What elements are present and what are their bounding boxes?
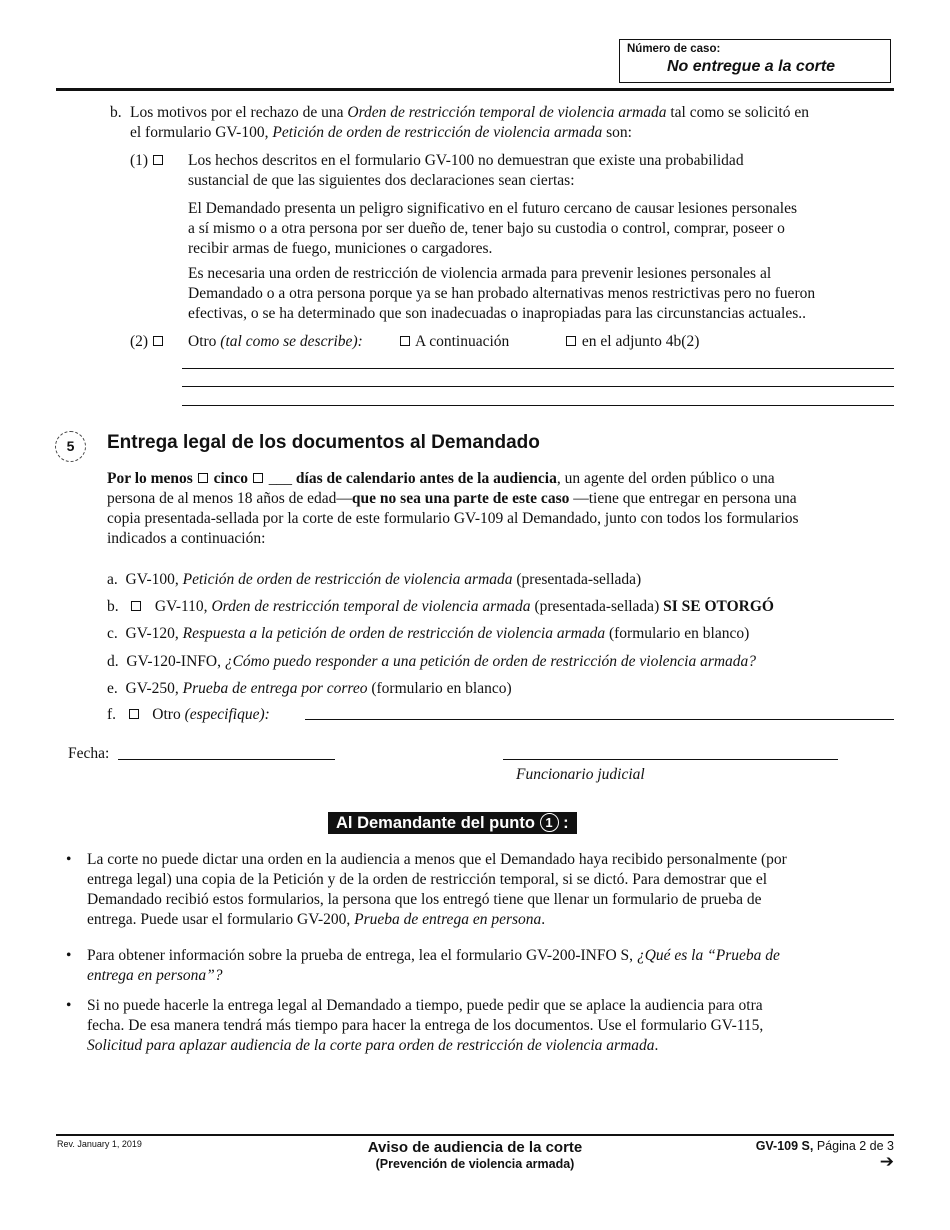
bullet-1-line-3: Demandado recibió estos formularios, la persona que los entregó tiene que llenar un formulario de prueba de: [87, 891, 762, 908]
bullet-3-form-title: Solicitud para aplazar audiencia de la corte para orden de restricción de violencia armada: [87, 1037, 655, 1054]
list-item-title: Orden de restricción temporal de violencia armada: [211, 598, 531, 615]
revision-date: Rev. January 1, 2019: [57, 1139, 142, 1149]
footer-title: Aviso de audiencia de la corte: [367, 1139, 583, 1156]
form-page-info: [700, 1139, 894, 1154]
header-rule: [56, 88, 894, 91]
list-item-code: GV-120-INFO,: [126, 653, 225, 670]
item-4b2-text: [188, 332, 363, 352]
petitioner-heading-number: 1: [540, 813, 559, 832]
option-adjunto-label: en el adjunto 4b(2): [581, 333, 700, 350]
bullet-1-form-title: Prueba de entrega en persona: [354, 911, 542, 928]
item-4b2-label: Otro: [188, 333, 221, 350]
paragraph-text-4: indicados a continuación:: [107, 530, 266, 547]
item-4b2-checkbox[interactable]: [153, 336, 163, 346]
intro-text-1: Los motivos por el rechazo de una: [130, 104, 348, 121]
statement-2-line-1: Es necesaria una orden de restricción de violencia armada para prevenir lesiones personales al: [188, 265, 772, 282]
list-item-tail: (presentada-sellada): [512, 571, 642, 588]
cinco-text: cinco: [213, 470, 249, 487]
case-number-box: [619, 39, 891, 83]
item-4b1-statement-2: [188, 264, 898, 324]
petitioner-heading-text: Al Demandante del punto: [336, 814, 535, 832]
item-4b1: [130, 151, 165, 171]
item-b-checkbox[interactable]: [131, 601, 141, 611]
officer-label: Funcionario judicial: [516, 766, 645, 783]
bullet-2-line-1b: ¿Qué es la “Prueba de: [636, 947, 780, 964]
list-item-letter: f.: [107, 706, 117, 723]
list-item-letter: b.: [107, 598, 119, 615]
paragraph-text-2a: persona de al menos 18 años de edad—: [107, 490, 352, 507]
list-item-tail: (formulario en blanco): [605, 625, 750, 642]
bullet-1-text: [87, 850, 887, 930]
list-item: [107, 570, 641, 590]
item-4b1-line-2: sustancial de que las siguientes dos declaraciones sean ciertas:: [188, 172, 575, 189]
bullet-1-line-1: La corte no puede dictar una orden en la audiencia a menos que el Demandado haya recibido personalmente (por: [87, 851, 787, 868]
statement-1-line-3: recibir armas de fuego, municiones o cargadores.: [188, 240, 493, 257]
intro-text-2: tal como se solicitó en: [666, 104, 809, 121]
bullet-2-line-1a: Para obtener información sobre la prueba de entrega, lea el formulario GV-200-INFO S,: [87, 947, 637, 964]
list-item: [107, 597, 774, 617]
intro-form-title-2: Petición de orden de restricción de violencia armada: [272, 124, 603, 141]
list-item-title: Petición de orden de restricción de violencia armada: [182, 571, 513, 588]
list-item-tail: (presentada-sellada): [530, 598, 664, 615]
list-item-code: Otro: [152, 706, 185, 723]
bullet-3-line-1: Si no puede hacerle la entrega legal al Demandado a tiempo, puede pedir que se aplace la audiencia para otra: [87, 997, 763, 1014]
list-item: [107, 624, 749, 644]
bullet-2-marker: •: [66, 947, 72, 964]
paragraph-text-1: , un agente del orden público o una: [556, 470, 775, 487]
item-4b1-checkbox[interactable]: [153, 155, 163, 165]
list-item-letter: e.: [107, 680, 118, 697]
por-lo-menos-text: Por lo menos: [107, 470, 193, 487]
days-before-hearing-text: días de calendario antes de la audiencia: [295, 470, 557, 487]
petitioner-heading-colon: :: [563, 814, 569, 832]
page-number: Página 2 de 3: [813, 1139, 894, 1153]
bullet-1-line-4a: entrega. Puede usar el formulario GV-200,: [87, 911, 355, 928]
next-page-arrow-icon: ➔: [879, 1152, 894, 1171]
list-item-letter: a.: [107, 571, 118, 588]
item-4b2-blank-line-2[interactable]: [182, 386, 894, 387]
item-4b2-number: (2): [130, 333, 149, 350]
intro-text-4: son:: [602, 124, 632, 141]
item-f-checkbox[interactable]: [129, 709, 139, 719]
bullet-1-marker: •: [66, 851, 72, 868]
item-4b1-statement-1: [188, 199, 888, 259]
paragraph-text-3: copia presentada-sellada por la corte de este formulario GV-109 al Demandado, junto con todos los formularios: [107, 510, 799, 527]
footer-subtitle: (Prevención de violencia armada): [375, 1157, 575, 1171]
otro-specify-line[interactable]: [305, 719, 894, 720]
item-4b1-text: [188, 151, 888, 191]
item-4b2-blank-line-1[interactable]: [182, 368, 894, 369]
bullet-3-marker: •: [66, 997, 72, 1014]
form-id: GV-109 S,: [755, 1139, 814, 1153]
option-a-continuacion: [399, 332, 509, 352]
list-item: [107, 705, 270, 725]
bullet-3-line-2: fecha. De esa manera tendrá más tiempo para hacer la entrega de los documentos. Use el formulario GV-115,: [87, 1017, 764, 1034]
list-item-title: Prueba de entrega por correo: [182, 680, 368, 697]
item-4b2-label-italic: (tal como se describe):: [220, 333, 363, 350]
statement-1-line-2: a sí mismo o a otra persona por ser dueño de, tener bajo su custodia o control, comprar, poseer o: [188, 220, 785, 237]
bullet-1-line-4c: .: [541, 911, 546, 928]
officer-signature-line[interactable]: [503, 759, 838, 760]
section-5-paragraph: [107, 469, 897, 549]
case-number-value: No entregue a la corte: [667, 58, 836, 75]
case-number-label: Número de caso:: [627, 43, 721, 55]
list-item: [107, 652, 756, 672]
list-item-code: GV-100,: [125, 571, 183, 588]
list-item-title: ¿Cómo puedo responder a una petición de orden de restricción de violencia armada?: [224, 653, 757, 670]
statement-2-line-3: efectivas, o se ha determinado que son inadecuadas o inapropiadas para las circunstancias actuales..: [188, 305, 807, 322]
cinco-checkbox[interactable]: [198, 473, 208, 483]
intro-text-3: el formulario GV-100,: [130, 124, 273, 141]
paragraph-text-2c: —tiene que entregar en persona una: [569, 490, 797, 507]
list-item-letter: d.: [107, 653, 119, 670]
bullet-1-line-2: entrega legal) una copia de la Petición y de la orden de restricción temporal, si se dictó. Para demostrar que el: [87, 871, 768, 888]
date-line[interactable]: [118, 759, 335, 760]
section-5-number: 5: [55, 431, 86, 462]
date-label: Fecha:: [68, 745, 110, 762]
option-a-continuacion-checkbox[interactable]: [400, 336, 410, 346]
item-4b-letter: b.: [110, 104, 122, 121]
list-item-letter: c.: [107, 625, 118, 642]
item-4b2-blank-line-3[interactable]: [182, 405, 894, 406]
bullet-3-line-3b: .: [654, 1037, 659, 1054]
statement-2-line-2: Demandado o a otra persona porque ya se han probado alternativas menos restrictivas pero no fueron: [188, 285, 816, 302]
list-item-code: GV-110,: [154, 598, 212, 615]
bullet-2-text: [87, 946, 887, 986]
list-item-title: (especifique):: [184, 706, 270, 723]
other-days-checkbox[interactable]: [253, 473, 263, 483]
list-item-code: GV-120,: [125, 625, 183, 642]
paragraph-text-2b: que no sea una parte de este caso: [351, 490, 570, 507]
intro-form-title-1: Orden de restricción temporal de violencia armada: [347, 104, 667, 121]
bullet-3-text: [87, 996, 887, 1056]
item-4b1-number: (1): [130, 152, 149, 169]
list-item-title: Respuesta a la petición de orden de restricción de violencia armada: [182, 625, 606, 642]
list-item-tail: (formulario en blanco): [367, 680, 512, 697]
section-5-title: Entrega legal de los documentos al Demandado: [107, 432, 540, 453]
item-4b1-line-1: Los hechos descritos en el formulario GV-100 no demuestran que existe una probabilidad: [188, 152, 744, 169]
option-adjunto-checkbox[interactable]: [566, 336, 576, 346]
list-item-code: GV-250,: [125, 680, 183, 697]
item-4b2: [130, 332, 165, 352]
footer-rule: [56, 1134, 894, 1136]
statement-1-line-1: El Demandado presenta un peligro significativo en el futuro cercano de causar lesiones personales: [188, 200, 798, 217]
list-item: [107, 679, 512, 699]
petitioner-heading: [328, 812, 577, 834]
bullet-2-line-2: entrega en persona”?: [87, 967, 223, 984]
option-adjunto: [565, 332, 699, 352]
list-item-bold: SI SE OTORGÓ: [663, 598, 774, 615]
option-a-continuacion-label: A continuación: [415, 333, 510, 350]
item-4b-intro: [130, 103, 890, 143]
other-days-blank[interactable]: ___: [268, 470, 293, 487]
